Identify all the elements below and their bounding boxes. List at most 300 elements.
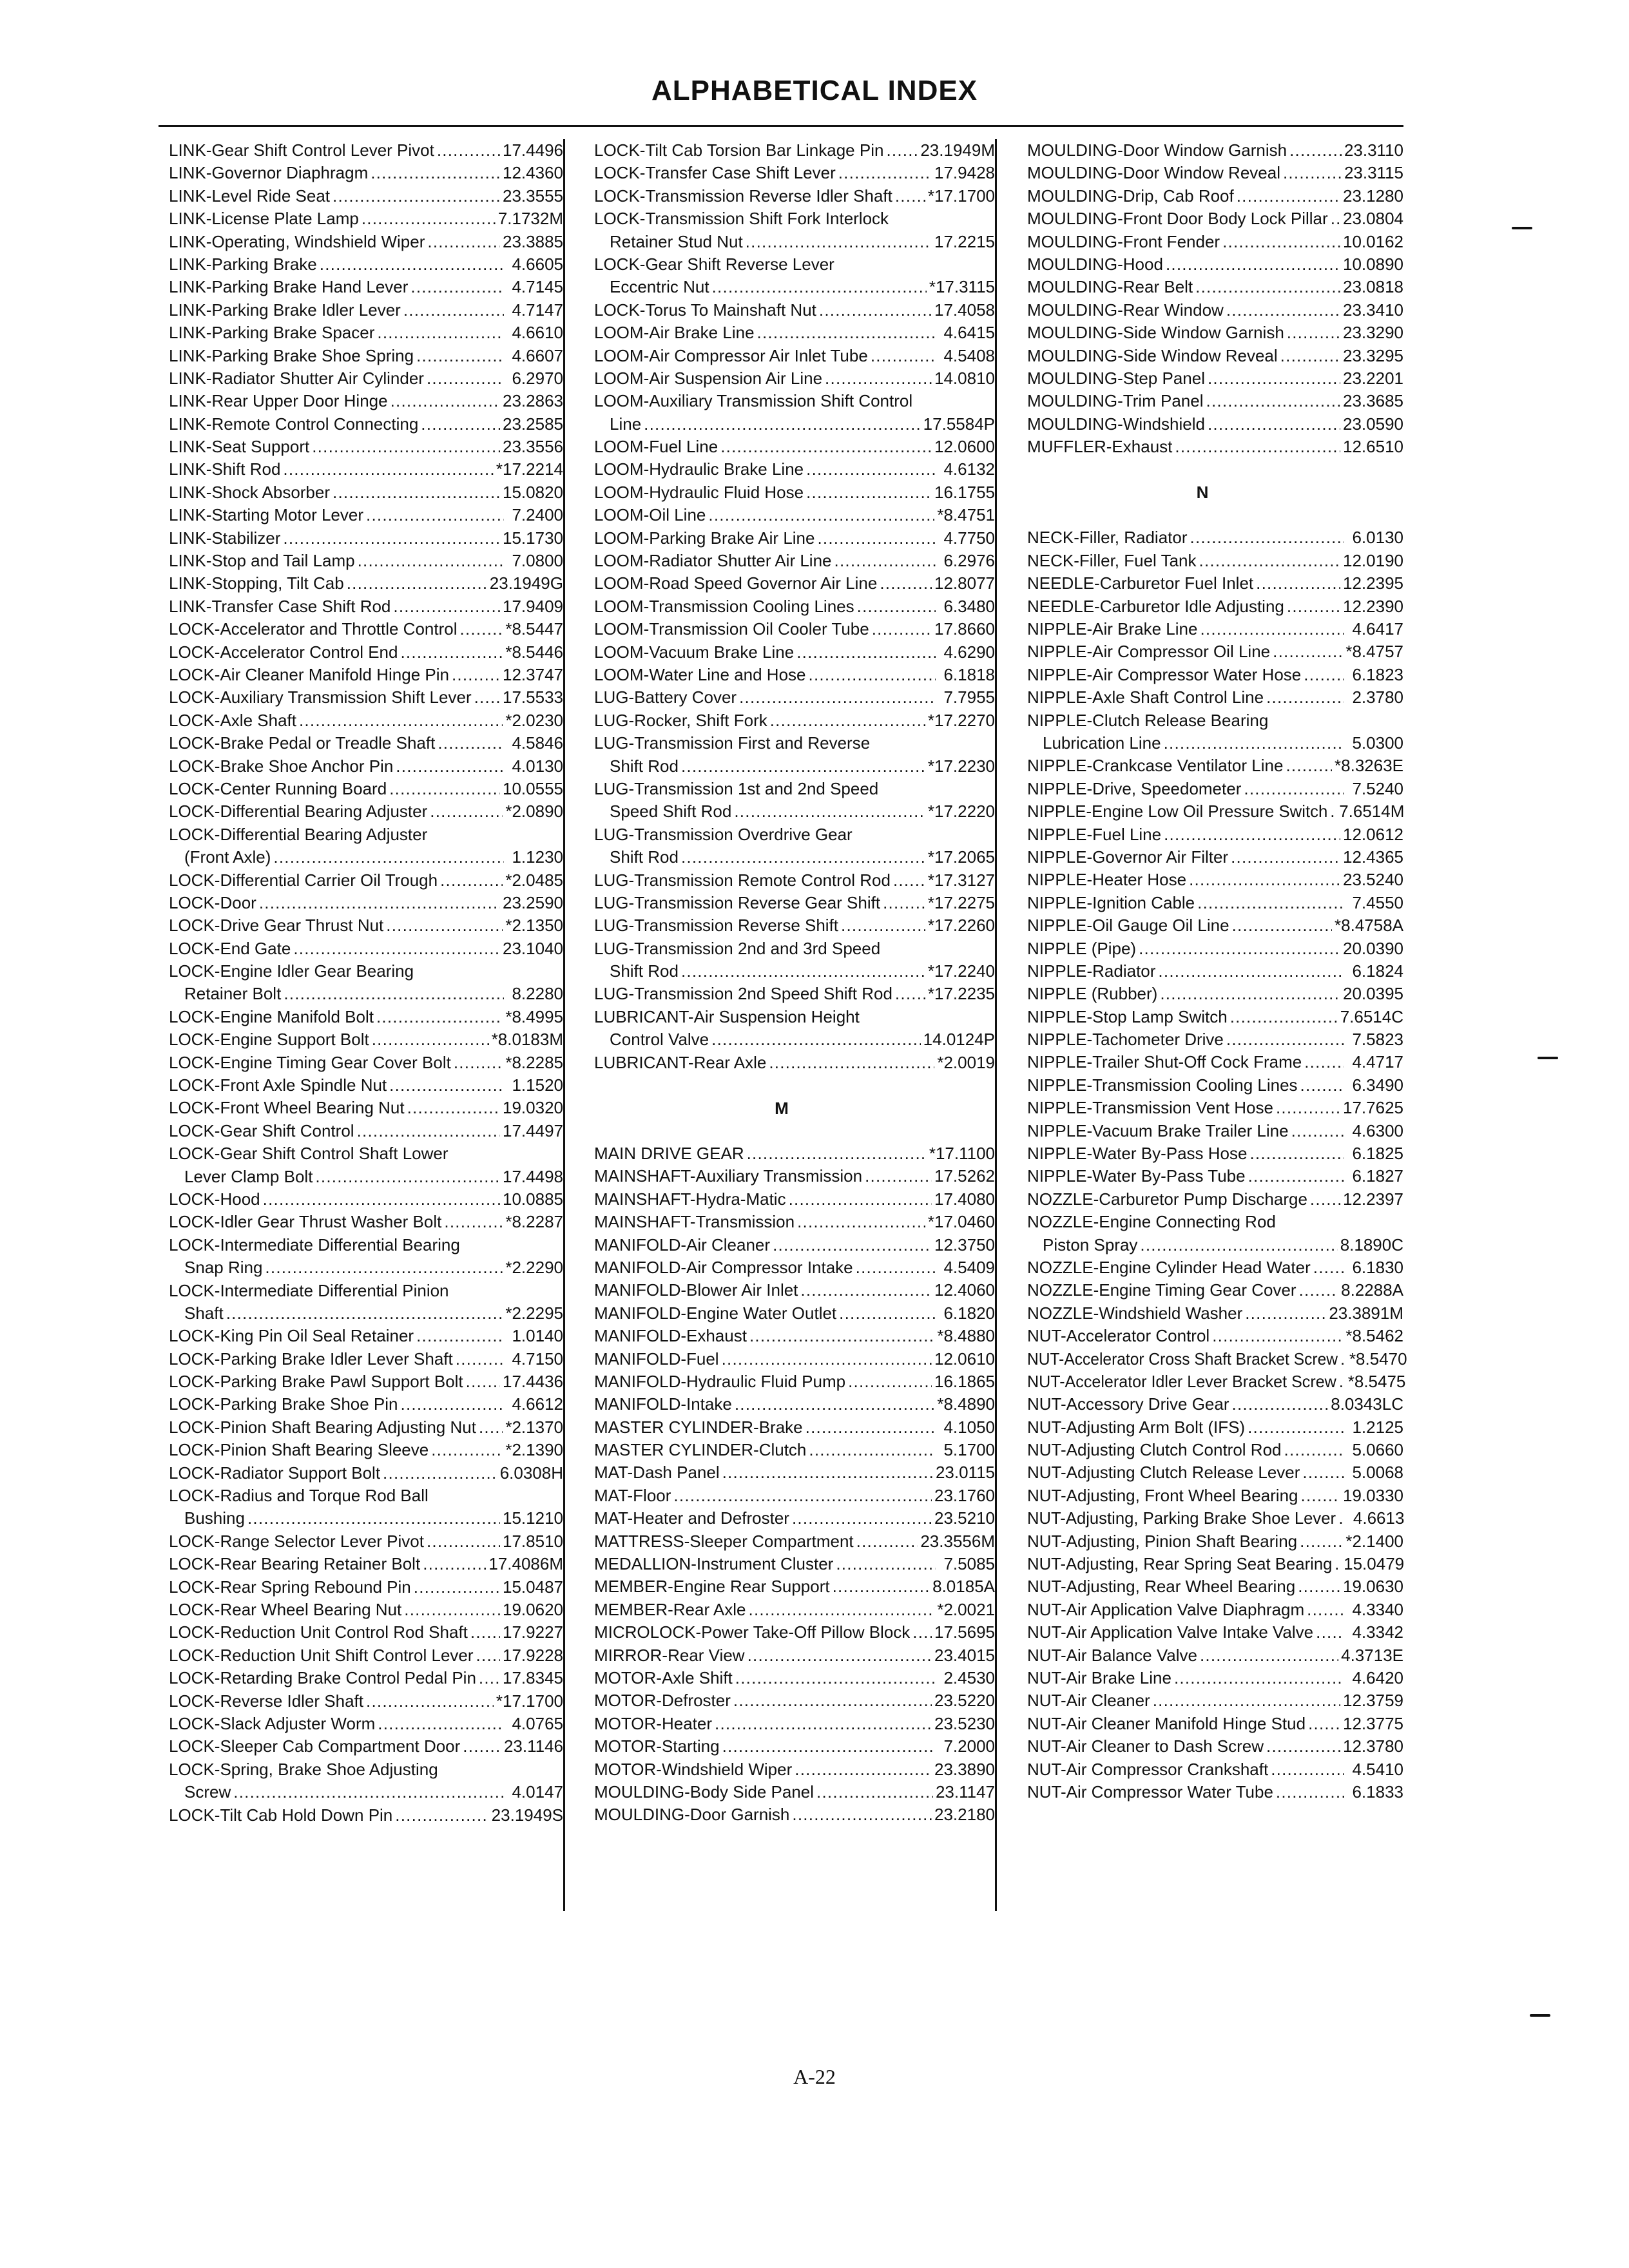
entry-name: MUFFLER-Exhaust: [1027, 437, 1173, 457]
index-entry: [1027, 1667, 1403, 1689]
index-entry: [594, 1667, 995, 1689]
dot-leader: [1197, 892, 1344, 914]
dot-leader: [283, 458, 493, 481]
margin-mark: [1530, 2014, 1550, 2017]
dot-leader: [734, 800, 925, 823]
dot-leader: [749, 1599, 935, 1621]
entry-name: NIPPLE-Axle Shaft Control Line: [1027, 687, 1264, 707]
entry-reference: 17.5262: [934, 1166, 995, 1186]
entry-name: NECK-Filler, Radiator: [1027, 528, 1188, 548]
entry-reference: 2.3780: [1352, 687, 1403, 707]
entry-name: LOCK-Transmission Reverse Idler Shaft: [594, 186, 892, 206]
entry-name: MEMBER-Rear Axle: [594, 1599, 746, 1619]
index-entry: [594, 1713, 995, 1735]
dot-leader: [1244, 778, 1344, 800]
section-letter: M: [775, 1099, 789, 1119]
index-entry: [1027, 572, 1403, 595]
entry-name: NIPPLE-Air Brake Line: [1027, 619, 1198, 639]
index-entry: [169, 185, 563, 207]
dot-leader: [1200, 1644, 1338, 1667]
index-entry: [169, 686, 563, 709]
index-entry: [1027, 1256, 1403, 1279]
entry-name: LOCK-Parking Brake Idler Lever Shaft: [169, 1349, 453, 1369]
entry-name: LUBRICANT-Rear Axle: [594, 1052, 767, 1072]
entry-name: LOCK-Parking Brake Shoe Pin: [169, 1394, 398, 1414]
index-column-3: [1027, 139, 1407, 1911]
entry-reference: *8.4995: [505, 1006, 563, 1026]
index-entry: [169, 914, 563, 937]
entry-name: LOOM-Air Brake Line: [594, 323, 755, 343]
dot-leader: [1212, 1325, 1343, 1347]
index-entry: [594, 1507, 995, 1530]
entry-reference: 8.2288A: [1341, 1280, 1403, 1300]
entry-name: LOCK-King Pin Oil Seal Retainer: [169, 1326, 414, 1346]
index-entry: [1027, 1097, 1403, 1119]
index-entry: [594, 1485, 995, 1507]
entry-name: NUT-Adjusting, Pinion Shaft Bearing: [1027, 1531, 1298, 1551]
entry-name: MOULDING-Door Garnish: [594, 1805, 790, 1825]
entry-reference: *2.1370: [505, 1417, 563, 1437]
index-list: [1027, 139, 1407, 1803]
entry-name: MOULDING-Rear Belt: [1027, 277, 1193, 297]
entry-reference: 17.8660: [934, 619, 995, 639]
index-entry: [1027, 664, 1403, 686]
dot-leader: [865, 1165, 932, 1187]
entry-reference: *8.5446: [505, 642, 563, 662]
entry-name: NOZZLE-Engine Cylinder Head Water: [1027, 1257, 1311, 1277]
entry-reference: 1.0140: [512, 1326, 563, 1346]
index-entry: [594, 1188, 995, 1211]
entry-name: LOCK-Air Cleaner Manifold Hinge Pin: [169, 664, 449, 684]
index-entry: [1027, 1644, 1403, 1667]
dot-leader: [792, 1803, 932, 1826]
entry-name: NIPPLE-Clutch Release Bearing: [1027, 710, 1269, 730]
dot-leader: [1302, 1461, 1344, 1484]
dot-leader: [1200, 618, 1344, 640]
index-entry: [594, 1348, 995, 1370]
entry-name: LINK-Starting Motor Lever: [169, 505, 364, 525]
entry-reference: 5.1700: [943, 1440, 995, 1460]
entry-name: LOCK-Pinion Shaft Bearing Sleeve: [169, 1440, 429, 1460]
dot-leader: [715, 1713, 932, 1735]
entry-name: NIPPLE-Stop Lamp Switch: [1027, 1006, 1228, 1026]
index-entry: [594, 778, 995, 800]
dot-leader: [770, 709, 925, 732]
dot-leader: [895, 983, 925, 1005]
entry-name: LOCK-Idler Gear Thrust Washer Bolt: [169, 1212, 442, 1232]
dot-leader: [848, 1370, 932, 1393]
index-entry: [169, 1370, 563, 1393]
index-entry: [594, 1052, 995, 1074]
index-entry: [594, 572, 995, 595]
entry-reference: 20.0395: [1343, 984, 1403, 1004]
index-entry: [1027, 139, 1403, 162]
index-entry: [169, 527, 563, 550]
entry-reference: 17.4496: [503, 140, 563, 160]
entry-reference: 5.0660: [1352, 1440, 1403, 1460]
entry-name: NOZZLE-Windshield Washer: [1027, 1303, 1243, 1323]
index-list: [169, 139, 563, 1827]
entry-reference: *17.1700: [496, 1691, 563, 1711]
entry-name: MOTOR-Windshield Wiper: [594, 1759, 793, 1779]
index-entry: [1027, 914, 1403, 937]
entry-name: LOCK-Pinion Shaft Bearing Adjusting Nut: [169, 1417, 476, 1437]
index-entry: [1027, 1348, 1407, 1370]
dot-leader: [1256, 572, 1340, 595]
entry-name: MOULDING-Body Side Panel: [594, 1782, 815, 1802]
dot-leader: [673, 1485, 932, 1507]
dot-leader: [1339, 1370, 1345, 1393]
entry-reference: *8.5470: [1349, 1349, 1407, 1369]
index-entry: [169, 1006, 563, 1028]
entry-reference: 8.0343LC: [1331, 1394, 1403, 1414]
index-entry: [1027, 367, 1403, 390]
entry-name: LOOM-Water Line and Hose: [594, 664, 806, 684]
entry-reference: 20.0390: [1343, 938, 1403, 958]
entry-name: LINK-Stop and Tail Lamp: [169, 551, 355, 571]
entry-name: NUT-Adjusting Clutch Release Lever: [1027, 1463, 1300, 1483]
entry-name: Shift Rod: [610, 847, 679, 867]
entry-reference: 4.6300: [1352, 1120, 1403, 1140]
index-entry: [1027, 1028, 1403, 1051]
entry-name: LUG-Transmission Remote Control Rod: [594, 870, 891, 890]
entry-reference: *8.5447: [505, 619, 563, 639]
entry-reference: 7.6514M: [1339, 802, 1405, 822]
entry-reference: 12.6510: [1343, 437, 1403, 457]
entry-name: MANIFOLD-Fuel: [594, 1349, 719, 1369]
index-entry: [594, 1416, 995, 1439]
index-entry: [169, 983, 563, 1005]
entry-name: LOCK-Intermediate Differential Bearing: [169, 1235, 460, 1254]
entry-reference: 23.2201: [1343, 368, 1403, 388]
index-entry: [1027, 1485, 1403, 1507]
entry-reference: 12.3750: [934, 1235, 995, 1254]
dot-leader: [836, 1553, 936, 1575]
entry-reference: 23.3556: [503, 437, 563, 457]
index-entry: [594, 185, 995, 207]
dot-leader: [312, 436, 500, 458]
entry-reference: 17.9227: [503, 1622, 563, 1642]
entry-reference: 4.6613: [1353, 1508, 1405, 1528]
entry-reference: 23.0115: [935, 1463, 995, 1483]
dot-leader: [1300, 1530, 1343, 1553]
index-entry: [169, 1485, 563, 1507]
dot-leader: [400, 641, 503, 664]
entry-name: LOCK-Reduction Unit Shift Control Lever: [169, 1645, 474, 1665]
entry-reference: 15.0487: [503, 1577, 563, 1597]
index-entry: [1027, 1599, 1403, 1621]
index-entry: [169, 1553, 563, 1575]
dot-leader: [1249, 1142, 1344, 1165]
entry-reference: 4.6607: [512, 345, 563, 365]
dot-leader: [883, 892, 925, 914]
index-entry: [169, 550, 563, 572]
dot-leader: [358, 550, 504, 572]
entry-reference: 5.0300: [1352, 733, 1403, 753]
dot-leader: [735, 1393, 935, 1416]
dot-leader: [739, 686, 936, 709]
index-entry: [594, 846, 995, 869]
index-entry: [169, 869, 563, 892]
entry-reference: *17.3115: [929, 277, 995, 297]
dot-leader: [1266, 686, 1344, 709]
dot-leader: [795, 1758, 932, 1781]
entry-reference: 7.5823: [1352, 1030, 1403, 1050]
entry-name: Line: [610, 414, 642, 434]
index-entry: [169, 1188, 563, 1211]
entry-name: MANIFOLD-Engine Water Outlet: [594, 1303, 837, 1323]
entry-name: MAT-Heater and Defroster: [594, 1508, 789, 1528]
index-entry: [594, 413, 995, 436]
entry-name: NIPPLE-Air Compressor Oil Line: [1027, 642, 1271, 662]
entry-reference: 15.0820: [503, 482, 563, 502]
dot-leader: [1287, 595, 1340, 618]
entry-reference: 12.0190: [1343, 550, 1403, 570]
index-entry: [169, 1166, 563, 1188]
entry-name: Retainer Bolt: [184, 984, 282, 1004]
index-entry: [594, 960, 995, 983]
entry-reference: *8.2287: [505, 1212, 563, 1232]
index-entry: [594, 618, 995, 640]
index-entry: [594, 709, 995, 732]
index-entry: [169, 345, 563, 367]
entry-reference: 23.1949M: [920, 140, 995, 160]
index-entry: [169, 1211, 563, 1233]
entry-name: NUT-Air Compressor Crankshaft: [1027, 1759, 1269, 1779]
entry-name: Shift Rod: [610, 961, 679, 981]
entry-name: NUT-Adjusting, Rear Wheel Bearing: [1027, 1577, 1296, 1597]
entry-reference: 23.5220: [934, 1691, 995, 1711]
entry-reference: 23.3410: [1343, 300, 1403, 320]
entry-name: MEDALLION-Instrument Cluster: [594, 1554, 834, 1574]
entry-reference: *17.0460: [927, 1212, 995, 1232]
dot-leader: [444, 1211, 503, 1233]
entry-name: MASTER CYLINDER-Brake: [594, 1417, 803, 1437]
dot-leader: [806, 458, 936, 481]
entry-reference: 4.5409: [943, 1257, 995, 1277]
entry-name: MOTOR-Defroster: [594, 1691, 731, 1711]
index-entry: [1027, 207, 1403, 230]
entry-name: NIPPLE-Oil Gauge Oil Line: [1027, 916, 1229, 936]
index-entry: [1027, 1735, 1403, 1758]
entry-reference: 23.2180: [934, 1805, 995, 1825]
dot-leader: [912, 1621, 932, 1644]
entry-reference: *17.2220: [927, 802, 995, 822]
index-entry: [594, 1325, 995, 1347]
entry-name: LUG-Transmission 1st and 2nd Speed: [594, 778, 879, 798]
index-entry: [169, 276, 563, 298]
entry-name: LOOM-Auxiliary Transmission Shift Control: [594, 391, 913, 411]
dot-leader: [805, 1416, 936, 1439]
index-entry: [1027, 754, 1403, 777]
index-entry: [169, 1052, 563, 1074]
index-entry: [1027, 550, 1403, 572]
index-entry: [1027, 1553, 1403, 1575]
entry-reference: 17.4080: [934, 1189, 995, 1209]
dot-leader: [722, 1348, 932, 1370]
entry-name: LOCK-Rear Bearing Retainer Bolt: [169, 1554, 421, 1574]
entry-name: MOULDING-Door Window Reveal: [1027, 163, 1280, 183]
dot-leader: [389, 1074, 504, 1097]
index-entry: [169, 664, 563, 686]
index-entry: [169, 1416, 563, 1439]
entry-reference: 23.3890: [934, 1759, 995, 1779]
entry-name: LOCK-Engine Support Bolt: [169, 1030, 369, 1050]
entry-name: MANIFOLD-Air Compressor Intake: [594, 1257, 853, 1277]
entry-name: NIPPLE (Rubber): [1027, 984, 1158, 1004]
entry-reference: 17.7625: [1343, 1098, 1403, 1118]
entry-name: MOULDING-Step Panel: [1027, 368, 1205, 388]
dot-leader: [401, 1393, 504, 1416]
entry-reference: 14.0124P: [923, 1030, 995, 1050]
dot-leader: [1307, 1599, 1344, 1621]
entry-reference: *17.2260: [927, 916, 995, 936]
entry-reference: 6.1833: [1352, 1782, 1403, 1802]
index-entry: [594, 1689, 995, 1712]
index-entry: [594, 800, 995, 823]
entry-name: LUG-Transmission Reverse Gear Shift: [594, 892, 881, 912]
index-entry: [169, 1690, 563, 1713]
entry-reference: 10.0162: [1343, 231, 1403, 251]
index-entry: [1027, 640, 1403, 663]
dot-leader: [1271, 1758, 1344, 1781]
entry-name: MOULDING-Rear Window: [1027, 300, 1224, 320]
dot-leader: [1299, 1279, 1339, 1302]
dot-leader: [819, 299, 932, 322]
index-entry: [169, 892, 563, 914]
dot-leader: [371, 162, 500, 184]
index-entry: [594, 1006, 995, 1028]
entry-reference: 8.2280: [512, 984, 563, 1004]
entry-reference: 12.0610: [934, 1349, 995, 1369]
entry-name: NIPPLE-Radiator: [1027, 961, 1156, 981]
entry-name: Retainer Stud Nut: [610, 231, 743, 251]
entry-reference: 17.8345: [503, 1668, 563, 1688]
entry-reference: 12.3747: [503, 664, 563, 684]
entry-name: LOCK-Front Axle Spindle Nut: [169, 1075, 387, 1095]
index-entry: [1027, 231, 1403, 253]
index-entry: [169, 458, 563, 481]
dot-leader: [816, 1781, 933, 1803]
entry-reference: *8.5462: [1345, 1326, 1403, 1346]
dot-leader: [856, 1256, 936, 1279]
dot-leader: [320, 253, 504, 276]
index-entry: [169, 1142, 563, 1165]
dot-leader: [1232, 1393, 1329, 1416]
entry-name: LINK-Parking Brake Hand Lever: [169, 277, 409, 297]
entry-name: LUG-Transmission Reverse Shift: [594, 916, 839, 936]
entry-reference: 8.0185A: [932, 1577, 995, 1597]
entry-name: LINK-Gear Shift Control Lever Pivot: [169, 140, 434, 160]
dot-leader: [1189, 869, 1340, 891]
dot-leader: [773, 1234, 932, 1256]
index-entry: [594, 1781, 995, 1803]
entry-reference: 4.3340: [1352, 1599, 1403, 1619]
entry-name: MOULDING-Door Window Garnish: [1027, 140, 1287, 160]
section-letter: N: [1196, 483, 1209, 503]
entry-reference: 23.5240: [1343, 870, 1403, 890]
entry-reference: 23.3556M: [920, 1531, 995, 1551]
dot-leader: [315, 1166, 500, 1188]
index-entry: [1027, 1758, 1403, 1781]
entry-reference: *2.2290: [505, 1258, 563, 1278]
dot-leader: [841, 914, 925, 937]
entry-name: LOCK-Tilt Cab Hold Down Pin: [169, 1805, 393, 1825]
dot-leader: [1208, 367, 1340, 390]
dot-leader: [416, 345, 504, 367]
entry-name: LOOM-Transmission Oil Cooler Tube: [594, 619, 869, 639]
index-entry: [594, 664, 995, 686]
index-entry: [169, 1028, 563, 1051]
entry-name: MAINSHAFT-Auxiliary Transmission: [594, 1166, 863, 1186]
entry-reference: 4.7145: [512, 277, 563, 297]
index-entry: [169, 1393, 563, 1416]
entry-reference: 10.0555: [503, 778, 563, 798]
entry-name: LUBRICANT-Air Suspension Height: [594, 1006, 860, 1026]
dot-leader: [857, 595, 936, 618]
dot-leader: [1231, 846, 1340, 869]
entry-name: LOCK-Radiator Support Bolt: [169, 1463, 381, 1483]
entry-name: LINK-Rear Upper Door Hinge: [169, 391, 388, 411]
dot-leader: [681, 846, 925, 869]
entry-reference: 16.1755: [934, 482, 995, 502]
dot-leader: [1208, 413, 1340, 436]
entry-reference: 6.1830: [1352, 1257, 1403, 1277]
index-entry: [594, 983, 995, 1005]
index-entry: [1027, 413, 1403, 436]
entry-name: LOOM-Transmission Cooling Lines: [594, 596, 854, 616]
dot-leader: [838, 162, 932, 184]
entry-reference: *2.0019: [937, 1052, 995, 1072]
dot-leader: [1287, 322, 1340, 344]
entry-reference: 16.1865: [934, 1371, 995, 1391]
index-entry: [169, 367, 563, 390]
index-entry: [1027, 1120, 1403, 1142]
dot-leader: [1226, 1028, 1344, 1051]
entry-reference: 4.5846: [512, 733, 563, 753]
entry-reference: 10.0890: [1343, 254, 1403, 274]
entry-name: NIPPLE-Governor Air Filter: [1027, 847, 1229, 867]
entry-reference: 23.3295: [1343, 345, 1403, 365]
dot-leader: [809, 664, 936, 686]
dot-leader: [1195, 276, 1340, 298]
entry-name: Piston Spray: [1043, 1235, 1138, 1254]
dot-leader: [1316, 1621, 1344, 1644]
entry-reference: 6.3480: [943, 596, 995, 616]
entry-name: LOCK-Radius and Torque Rod Ball: [169, 1486, 429, 1506]
dot-leader: [839, 1302, 936, 1325]
entry-reference: *2.1400: [1345, 1531, 1403, 1551]
entry-reference: 4.4717: [1352, 1052, 1403, 1072]
entry-reference: 4.5410: [1352, 1759, 1403, 1779]
entry-name: LOCK-Drive Gear Thrust Nut: [169, 916, 384, 936]
index-entry: [1027, 526, 1403, 549]
dot-leader: [377, 322, 504, 344]
entry-name: LOCK-Auxiliary Transmission Shift Lever: [169, 687, 472, 707]
index-entry: [169, 1667, 563, 1689]
index-entry: [169, 1462, 563, 1485]
index-entry: [169, 1621, 563, 1644]
entry-reference: *8.4758A: [1335, 916, 1403, 936]
entry-reference: *2.1350: [505, 916, 563, 936]
entry-name: LOCK-Rear Wheel Bearing Nut: [169, 1600, 402, 1619]
entry-name: MOULDING-Windshield: [1027, 414, 1205, 434]
entry-reference: 10.0885: [503, 1189, 563, 1209]
entry-reference: *8.0183M: [491, 1030, 563, 1050]
entry-name: LOCK-Transfer Case Shift Lever: [594, 163, 836, 183]
entry-reference: 17.9409: [503, 596, 563, 616]
dot-leader: [293, 937, 500, 960]
